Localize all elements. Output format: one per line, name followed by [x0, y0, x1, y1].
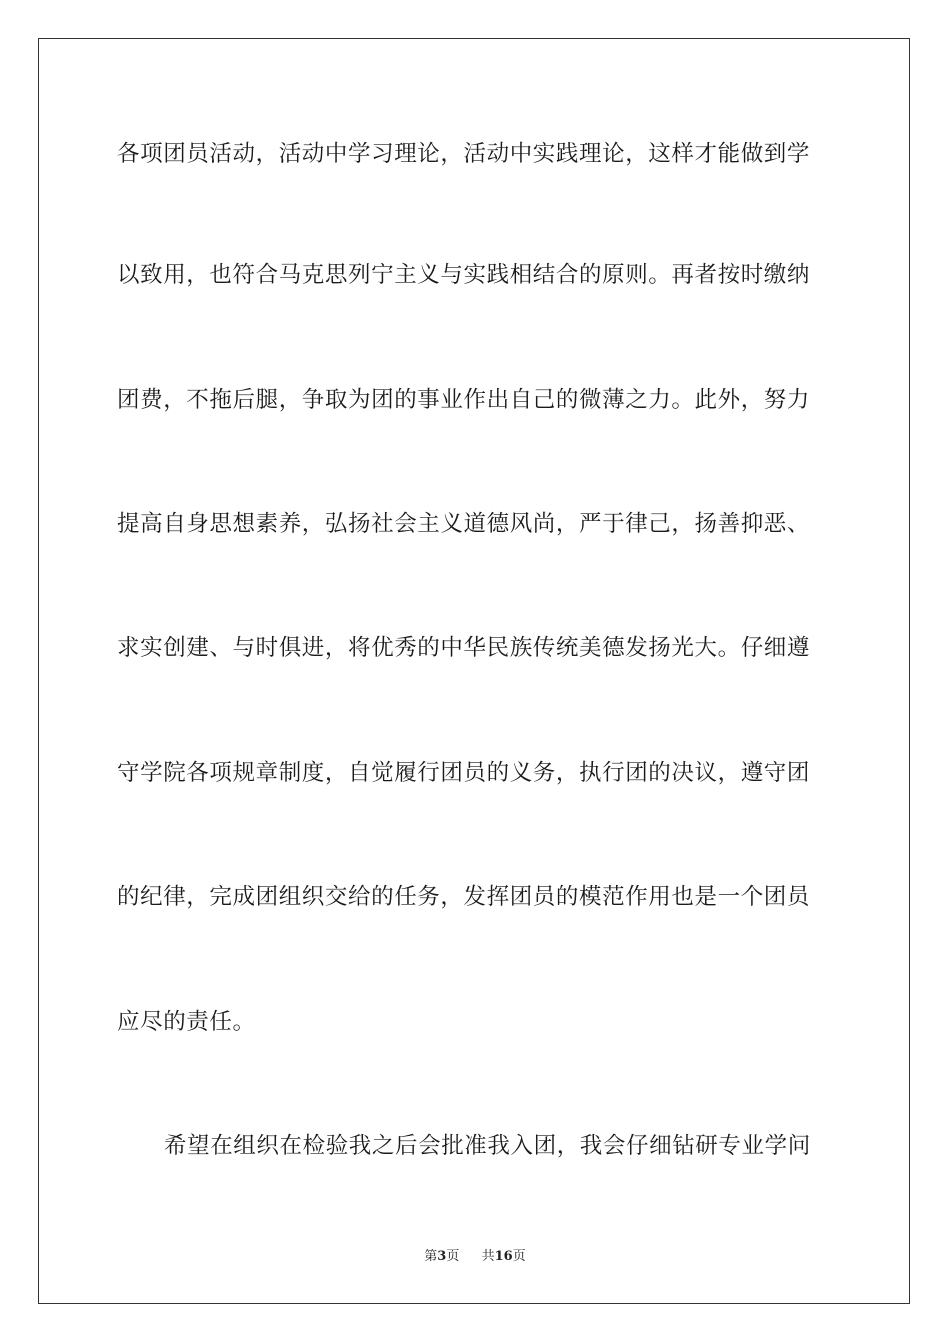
body-line-7: 的纪律，完成团组织交给的任务，发挥团员的模范作用也是一个团员	[117, 884, 811, 910]
page-footer	[0, 1248, 950, 1266]
body-line-3: 团费，不拖后腿，争取为团的事业作出自己的微薄之力。此外，努力	[117, 387, 811, 413]
body-line-9: 希望在组织在检验我之后会批准我入团，我会仔细钻研专业学问	[164, 1133, 811, 1159]
footer-total-prefix: 共	[481, 1249, 495, 1264]
body-line-5: 求实创建、与时俱进，将优秀的中华民族传统美德发扬光大。仔细遵	[117, 635, 811, 661]
body-line-1: 各项团员活动，活动中学习理论，活动中实践理论，这样才能做到学	[117, 141, 811, 167]
body-line-8: 应尽的责任。	[117, 1009, 256, 1035]
footer-page-suffix: 页	[446, 1249, 460, 1264]
body-line-2: 以致用，也符合马克思列宁主义与实践相结合的原则。再者按时缴纳	[117, 262, 811, 288]
page-border	[38, 38, 910, 1304]
body-line-4: 提高自身思想素养，弘扬社会主义道德风尚，严于律己，扬善抑恶、	[117, 511, 811, 537]
body-line-6: 守学院各项规章制度，自觉履行团员的义务，执行团的决议，遵守团	[117, 760, 811, 786]
footer-page-number: 3	[437, 1249, 447, 1264]
footer-total-pages: 16	[494, 1249, 513, 1264]
footer-page-prefix: 第	[424, 1249, 438, 1264]
footer-total-suffix: 页	[512, 1249, 526, 1264]
